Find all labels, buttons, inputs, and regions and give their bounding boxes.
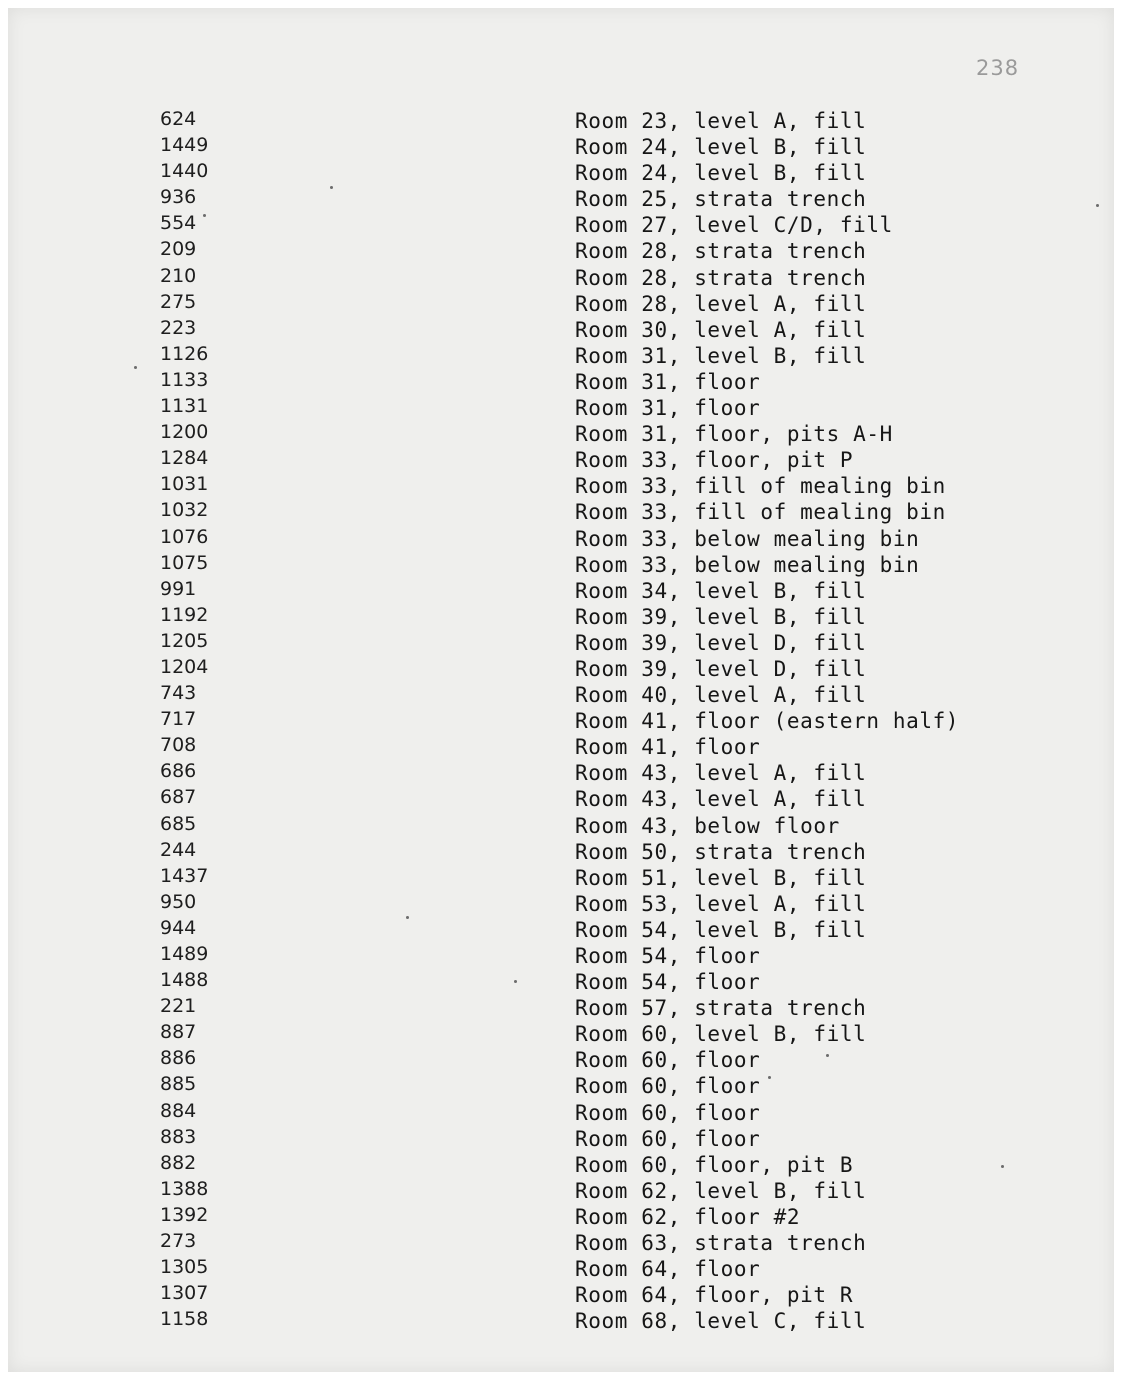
- specimen-number: 1126: [160, 342, 209, 365]
- provenience-description: Room 63, strata trench: [575, 1231, 867, 1256]
- provenience-description: Room 31, floor: [575, 396, 761, 421]
- provenience-description: Room 31, floor, pits A-H: [575, 422, 893, 447]
- provenience-description: Room 39, level B, fill: [575, 604, 867, 629]
- provenience-description: Room 31, floor: [575, 369, 761, 394]
- provenience-description: Room 50, strata trench: [575, 839, 867, 864]
- page-number: 238: [976, 56, 1020, 80]
- specimen-number: 717: [160, 708, 197, 731]
- specimen-number: 687: [160, 786, 197, 809]
- specimen-number: 1488: [160, 969, 209, 992]
- provenience-description: Room 39, level D, fill: [575, 630, 867, 655]
- provenience-description: Room 28, strata trench: [575, 265, 867, 290]
- provenience-description: Room 33, fill of mealing bin: [575, 500, 946, 525]
- specimen-number: 887: [160, 1021, 197, 1044]
- provenience-description: Room 33, fill of mealing bin: [575, 474, 946, 499]
- provenience-description: Room 53, level A, fill: [575, 891, 867, 916]
- specimen-number: 883: [160, 1125, 197, 1148]
- provenience-description: Room 25, strata trench: [575, 187, 867, 212]
- specimen-number: 685: [160, 812, 197, 835]
- provenience-description: Room 54, floor: [575, 970, 761, 995]
- specimen-number: 1305: [160, 1256, 209, 1279]
- provenience-description: Room 64, floor, pit R: [575, 1283, 854, 1308]
- specimen-number: 1440: [160, 160, 209, 183]
- specimen-number-column: [160, 106, 280, 1332]
- specimen-number: 275: [160, 290, 197, 313]
- provenience-description: Room 43, level A, fill: [575, 761, 867, 786]
- provenience-description: Room 24, level B, fill: [575, 161, 867, 186]
- specimen-number: 885: [160, 1073, 197, 1096]
- specimen-number: 686: [160, 760, 197, 783]
- specimen-number: 223: [160, 316, 197, 339]
- specimen-number: 1032: [160, 499, 209, 522]
- provenience-description: Room 68, level C, fill: [575, 1309, 867, 1334]
- provenience-description: Room 41, floor (eastern half): [575, 709, 960, 734]
- specimen-number: 882: [160, 1151, 197, 1174]
- specimen-number: 886: [160, 1047, 197, 1070]
- specimen-number: 1284: [160, 447, 209, 470]
- provenience-description: Room 28, level A, fill: [575, 291, 867, 316]
- specimen-number: 1437: [160, 864, 209, 887]
- provenience-description: Room 54, floor: [575, 944, 761, 968]
- provenience-description: Room 30, level A, fill: [575, 317, 867, 342]
- specimen-number: 884: [160, 1099, 197, 1122]
- specimen-number: 1076: [160, 525, 209, 548]
- specimen-number: 1392: [160, 1203, 209, 1226]
- specimen-number: 944: [160, 916, 197, 939]
- provenience-description: Room 60, level B, fill: [575, 1022, 867, 1047]
- provenience-description: Room 57, strata trench: [575, 996, 867, 1021]
- specimen-number: 244: [160, 838, 197, 861]
- provenience-description: Room 33, below mealing bin: [575, 552, 920, 577]
- specimen-number: 624: [160, 108, 197, 130]
- specimen-number: 1205: [160, 629, 209, 652]
- provenience-description: Room 54, level B, fill: [575, 917, 867, 942]
- provenience-column: [575, 108, 1045, 1334]
- specimen-number: 1307: [160, 1282, 209, 1305]
- specimen-number: 991: [160, 577, 197, 600]
- provenience-description: Room 31, level B, fill: [575, 343, 867, 368]
- provenience-description: Room 28, strata trench: [575, 239, 867, 264]
- specimen-number: 1158: [160, 1308, 209, 1331]
- provenience-description: Room 40, level A, fill: [575, 683, 867, 708]
- specimen-number: 708: [160, 734, 197, 757]
- provenience-description: Room 62, level B, fill: [575, 1178, 867, 1203]
- specimen-number: 1489: [160, 943, 209, 965]
- provenience-description: Room 39, level D, fill: [575, 656, 867, 681]
- provenience-description: Room 41, floor: [575, 735, 761, 760]
- provenience-description: Room 27, level C/D, fill: [575, 213, 893, 238]
- specimen-number: 1031: [160, 473, 209, 496]
- specimen-number: 1204: [160, 655, 209, 678]
- specimen-number: 209: [160, 238, 197, 261]
- document-page: [8, 8, 1114, 1372]
- provenience-description: Room 60, floor, pit B: [575, 1152, 854, 1177]
- provenience-description: Room 60, floor: [575, 1100, 761, 1125]
- provenience-description: Room 33, floor, pit P: [575, 448, 854, 473]
- specimen-number: 1075: [160, 551, 209, 574]
- provenience-description: Room 51, level B, fill: [575, 865, 867, 890]
- specimen-number: 950: [160, 890, 197, 913]
- provenience-description: Room 64, floor: [575, 1257, 761, 1282]
- provenience-description: Room 60, floor: [575, 1126, 761, 1151]
- specimen-number: 743: [160, 682, 197, 705]
- specimen-number: 936: [160, 186, 197, 209]
- provenience-description: Room 23, level A, fill: [575, 109, 867, 133]
- provenience-description: Room 62, floor #2: [575, 1204, 801, 1229]
- provenience-description: Room 24, level B, fill: [575, 135, 867, 160]
- specimen-number: 1133: [160, 368, 209, 391]
- specimen-number: 1200: [160, 421, 209, 444]
- provenience-description: Room 60, floor: [575, 1074, 761, 1099]
- specimen-number: 1192: [160, 603, 209, 626]
- specimen-number: 1449: [160, 134, 209, 157]
- specimen-number: 221: [160, 995, 197, 1018]
- specimen-number: 210: [160, 264, 197, 287]
- provenience-description: Room 60, floor: [575, 1048, 761, 1073]
- provenience-description: Room 33, below mealing bin: [575, 526, 920, 551]
- specimen-number: 273: [160, 1230, 197, 1253]
- specimen-number: 1388: [160, 1177, 209, 1200]
- specimen-number: 1131: [160, 395, 209, 418]
- specimen-number: 554: [160, 212, 197, 235]
- provenience-description: Room 43, below floor: [575, 813, 840, 838]
- provenience-description: Room 34, level B, fill: [575, 578, 867, 603]
- provenience-description: Room 43, level A, fill: [575, 787, 867, 812]
